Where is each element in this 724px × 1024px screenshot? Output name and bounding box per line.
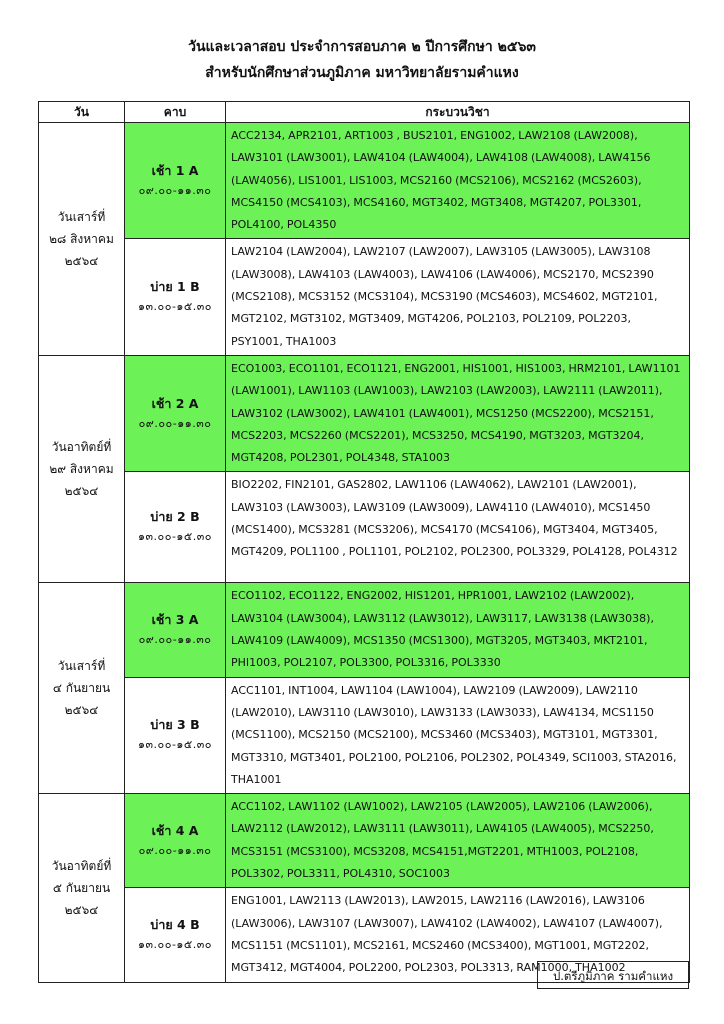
day-cell (39, 583, 125, 794)
table-row (39, 583, 690, 677)
header-courses: กระบวนวิชา (226, 102, 690, 123)
day-cell (39, 794, 125, 982)
course-list: BIO2202, FIN2101, GAS2802, LAW1106 (LAW4062), LAW2101 (LAW2001), LAW3103 (LAW3003), LAW3109 (LAW3009), LAW4110 (LAW4010), MCS1450 (MCS1400), MCS3281 (MCS3206), MCS4170 (MCS4106), MGT3404, MGT3405, MGT4209, POL1100 , POL1101, POL2102, POL2300, POL3329, POL4128, POL4312 (226, 472, 690, 583)
day-year: ๒๕๖๔ (64, 703, 99, 718)
document-subtitle: สำหรับนักศึกษาส่วนภูมิภาค มหาวิทยาลัยรามคำแหง (205, 65, 519, 81)
period-name: เช้า 4 A (151, 822, 199, 838)
day-name: วันเสาร์ที่ (57, 209, 106, 224)
period-cell (125, 888, 226, 982)
table-header-row (39, 102, 690, 123)
table-row (39, 794, 690, 888)
course-list: LAW2104 (LAW2004), LAW2107 (LAW2007), LAW3105 (LAW3005), LAW3108 (LAW3008), LAW4103 (LAW4003), LAW4106 (LAW4006), MCS2170, MCS2390 (MCS2108), MCS3152 (MCS3104), MCS3190 (MCS4603), MCS4602, MGT2101, MGT2102, MGT3102, MGT3409, MGT4206, POL2103, POL2109, POL2203, PSY1001, THA1003 (226, 239, 690, 355)
day-date: ๒๙ สิงหาคม (49, 462, 114, 477)
course-list: ACC1102, LAW1102 (LAW1002), LAW2105 (LAW2005), LAW2106 (LAW2006), LAW2112 (LAW2012), LAW3111 (LAW3011), LAW4105 (LAW4005), MCS2250, MCS3151 (MCS3100), MCS3208, MCS4151,MGT2201, MTH1003, POL2108, POL3302, POL3311, POL4310, SOC1003 (226, 794, 690, 888)
period-name: บ่าย 4 B (150, 916, 200, 932)
period-cell (125, 677, 226, 793)
course-list: ENG1001, LAW2113 (LAW2013), LAW2015, LAW2116 (LAW2016), LAW3106 (LAW3006), LAW3107 (LAW3007), LAW4102 (LAW4002), LAW4107 (LAW4007), MCS1151 (MCS1101), MCS2161, MCS2460 (MCS3400), MGT1001, MGT2202, MGT3412, MGT4004, POL2200, POL2303, POL3313, RAM1000, THA1002 (226, 888, 690, 982)
period-name: บ่าย 1 B (150, 279, 200, 295)
day-name: วันอาทิตย์ที่ (51, 440, 112, 455)
period-time: ๑๓.๐๐-๑๕.๓๐ (138, 937, 212, 951)
day-date: ๕ กันยายน (52, 880, 111, 895)
period-time: ๑๓.๐๐-๑๕.๓๐ (138, 300, 212, 314)
period-name: เช้า 3 A (151, 612, 199, 628)
period-time: ๑๓.๐๐-๑๕.๓๐ (138, 738, 212, 752)
course-list: ECO1003, ECO1101, ECO1121, ENG2001, HIS1001, HIS1003, HRM2101, LAW1101 (LAW1001), LAW1103 (LAW1003), LAW2103 (LAW2003), LAW2111 (LAW2011), LAW3102 (LAW3002), LAW4101 (LAW4001), MCS1250 (MCS2200), MCS2151, MCS2203, MCS2260 (MCS2201), MCS3250, MCS4190, MGT3203, MGT3204, MGT4208, POL2301, POL4348, STA1003 (226, 355, 690, 471)
period-name: บ่าย 2 B (150, 509, 200, 525)
period-time: ๐๙.๐๐-๑๑.๓๐ (138, 843, 212, 857)
course-list: ACC1101, INT1004, LAW1104 (LAW1004), LAW2109 (LAW2009), LAW2110 (LAW2010), LAW3110 (LAW3010), LAW3133 (LAW3033), LAW4134, MCS1150 (MCS1100), MCS2150 (MCS2100), MCS3460 (MCS3403), MGT3101, MGT3301, MGT3310, MGT3401, POL2100, POL2106, POL2302, POL4349, SCI1003, STA2016, THA1001 (226, 677, 690, 793)
period-time: ๐๙.๐๐-๑๑.๓๐ (138, 633, 212, 647)
day-cell (39, 355, 125, 582)
course-list: ACC2134, APR2101, ART1003 , BUS2101, ENG1002, LAW2108 (LAW2008), LAW3101 (LAW3001), LAW4104 (LAW4004), LAW4108 (LAW4008), LAW4156 (LAW4056), LIS1001, LIS1003, MCS2160 (MCS2106), MCS2162 (MCS2603), MCS4150 (MCS4103), MCS4160, MGT3402, MGT3408, MGT4207, POL3301, POL4100, POL4350 (226, 123, 690, 239)
table-row (39, 677, 690, 793)
day-name: วันอาทิตย์ที่ (51, 858, 112, 873)
day-date: ๒๘ สิงหาคม (49, 231, 114, 246)
header-period: คาบ (125, 102, 226, 123)
period-cell (125, 472, 226, 583)
period-cell (125, 583, 226, 677)
day-date: ๔ กันยายน (52, 681, 111, 696)
period-time: ๐๙.๐๐-๑๑.๓๐ (138, 183, 212, 197)
course-list: ECO1102, ECO1122, ENG2002, HIS1201, HPR1001, LAW2102 (LAW2002), LAW3104 (LAW3004), LAW3112 (LAW3012), LAW3117, LAW3138 (LAW3038), LAW4109 (LAW4009), MCS1350 (MCS1300), MGT3205, MGT3403, MKT2101, PHI1003, POL2107, POL3300, POL3316, POL3330 (226, 583, 690, 677)
header-day: วัน (39, 102, 125, 123)
table-row (39, 472, 690, 583)
period-cell (125, 123, 226, 239)
period-cell (125, 355, 226, 471)
day-year: ๒๕๖๔ (64, 253, 99, 268)
period-name: เช้า 1 A (151, 162, 199, 178)
day-cell (39, 123, 125, 356)
day-year: ๒๕๖๔ (64, 902, 99, 917)
table-row (39, 239, 690, 355)
period-name: บ่าย 3 B (150, 717, 200, 733)
table-row (39, 123, 690, 239)
document-title: วันและเวลาสอบ ประจำการสอบภาค ๒ ปีการศึกษา ๒๕๖๓ (188, 39, 536, 55)
period-time: ๐๙.๐๐-๑๑.๓๐ (138, 416, 212, 430)
period-cell (125, 239, 226, 355)
period-name: เช้า 2 A (151, 395, 199, 411)
exam-schedule-table (38, 101, 690, 983)
period-time: ๑๓.๐๐-๑๕.๓๐ (138, 530, 212, 544)
table-row (39, 355, 690, 471)
footer-label: ป.ตรีภูมิภาค รามคำแหง (537, 961, 689, 989)
day-name: วันเสาร์ที่ (57, 659, 106, 674)
period-cell (125, 794, 226, 888)
day-year: ๒๕๖๔ (64, 484, 99, 499)
